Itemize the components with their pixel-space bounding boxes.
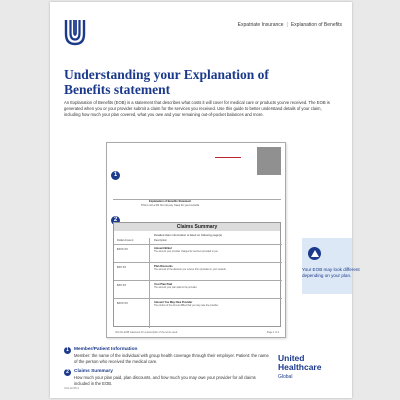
intro-paragraph: An Explanation of Benefits (EOB) is a statement that describes what costs it will cover for medical care or products you've received. The EOB is generated when you or your provider submit a claim for the services you received. Use this guide to better understand details of your claim, including how much your plan covered, what you owe and your remaining out-of-pocket balances and more. xyxy=(64,100,330,118)
claims-row: $XX.XX Your Plan Paid The amount your plan paid to the provider. xyxy=(114,280,282,298)
callout-text: Your EOB may look different depending on your plan. xyxy=(302,267,360,278)
highlight-line xyxy=(215,157,241,158)
header-links: Expatriate Insurance | Explanation of Benefits xyxy=(237,22,342,28)
page-title: Understanding your Explanation of Benefits statement xyxy=(64,67,269,97)
sample-eob-document xyxy=(106,142,286,338)
note-body-member: Member: the name of the individual with group health coverage through their employer. Patient: the name of the person who received the medical care. xyxy=(74,353,269,364)
barcode-icon xyxy=(257,147,281,175)
statement-title: Explanation of Benefits Statement xyxy=(149,200,192,203)
warning-icon xyxy=(308,247,321,260)
claims-row: $XXX.XX Amount Billed The amount your provider charged for services provided to you. xyxy=(114,244,282,262)
callout-box xyxy=(302,238,352,294)
doc-marker-2: 2 xyxy=(111,216,120,225)
note-title-claims: Claims Summary xyxy=(74,369,113,374)
claims-row: $XXX.XX Amount You May Owe Provider The portion of the Amount Billed that you may owe the provider. xyxy=(114,298,282,328)
note-title-member: Member/Patient Information xyxy=(74,347,138,352)
dollar-amount-label: Dollar Amount xyxy=(117,239,134,242)
brand-logo-icon xyxy=(64,18,86,46)
doc-page-number: Page 1 of 4 xyxy=(266,331,279,334)
note-number-1: 1 xyxy=(64,347,71,354)
claims-title: Claims Summary xyxy=(114,223,280,231)
doc-marker-1: 1 xyxy=(111,171,120,180)
header-link-eob[interactable]: Explanation of Benefits xyxy=(290,22,342,28)
doc-footer: Visit the EOB statement for a description of the terms used. xyxy=(115,331,178,334)
claims-row: $XX.XX Plan Discounts The amount of the discount you receive from providers in your network. xyxy=(114,262,282,280)
brand-wordmark: United Healthcare Global xyxy=(278,353,322,380)
page-code: UHI-EOB-2 xyxy=(64,386,80,390)
statement-note: This is not a bill. Do not pay. Keep for your records. xyxy=(141,204,200,207)
note-number-2: 2 xyxy=(64,369,71,376)
claims-summary-box xyxy=(113,222,281,327)
page xyxy=(50,2,360,398)
description-label: Description xyxy=(154,239,167,242)
note-body-claims: How much your plan paid, plan discounts, and how much you may owe your provider for all claims included in the EOB. xyxy=(74,375,256,386)
claims-subtitle: Detailed claim information is listed on following page(s) xyxy=(154,233,223,237)
header-link-expatriate[interactable]: Expatriate Insurance xyxy=(237,22,284,28)
